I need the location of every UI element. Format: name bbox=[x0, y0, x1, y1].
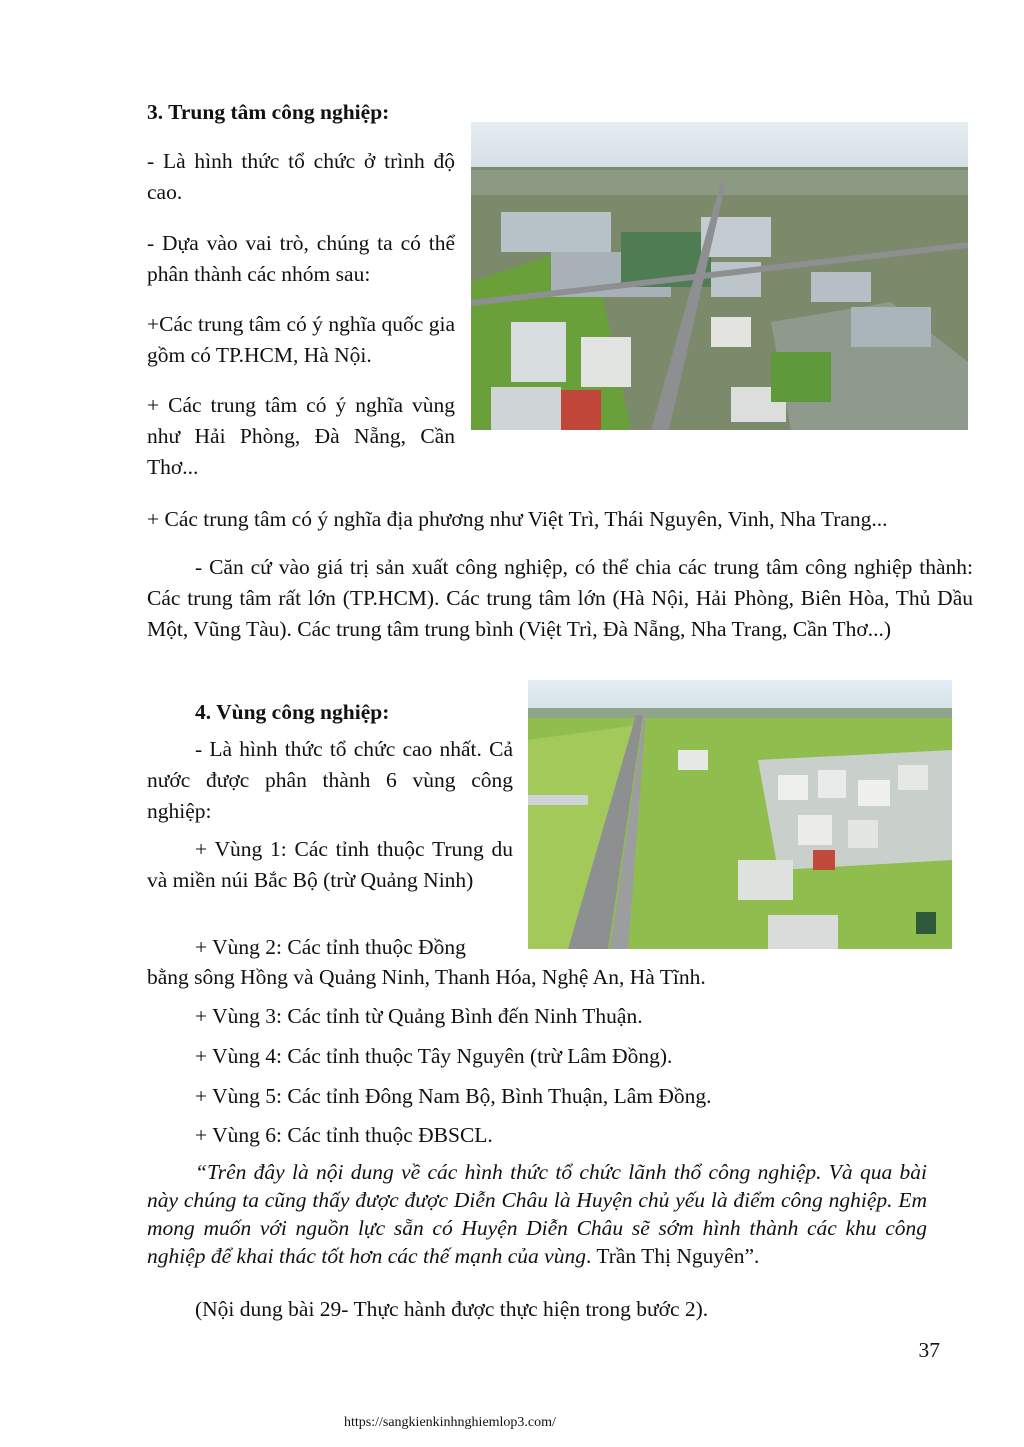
region-1-item: + Vùng 1: Các tỉnh thuộc Trung du và miền núi Bắc Bộ (trừ Quảng Ninh) bbox=[147, 837, 513, 892]
region-4-item: + Vùng 4: Các tỉnh thuộc Tây Nguyên (trừ Lâm Đồng). bbox=[195, 1044, 673, 1068]
section3-paragraph-3: +Các trung tâm có ý nghĩa quốc gia gồm có TP.HCM, Hà Nội. bbox=[147, 312, 455, 367]
section3-paragraph-2: - Dựa vào vai trò, chúng ta có thể phân thành các nhóm sau: bbox=[147, 231, 455, 286]
section3-heading: 3. Trung tâm công nghiệp: bbox=[147, 100, 390, 124]
lesson-note: (Nội dung bài 29- Thực hành được thực hiện trong bước 2). bbox=[195, 1297, 709, 1321]
region-5-item: + Vùng 5: Các tỉnh Đông Nam Bộ, Bình Thuận, Lâm Đồng. bbox=[195, 1084, 712, 1108]
section3-paragraph-4: + Các trung tâm có ý nghĩa vùng như Hải Phòng, Đà Nẵng, Cần Thơ... bbox=[147, 393, 455, 479]
region-6-item: + Vùng 6: Các tỉnh thuộc ĐBSCL. bbox=[195, 1123, 493, 1147]
section4-heading: 4. Vùng công nghiệp: bbox=[195, 700, 390, 724]
section3-paragraph-6: - Căn cứ vào giá trị sản xuất công nghiệp, có thể chia các trung tâm công nghiệp thành: Các trung tâm rất lớn (TP.HCM). Các trung tâm lớn (Hà Nội, Hải Phòng, Biên Hòa, Thủ Dầu Một, Vũng Tàu). Các trung tâm trung bình (Việt Trì, Đà Nẵng, Nha Trang, Cần Thơ...) bbox=[147, 555, 973, 641]
region-2-item-end: bằng sông Hồng và Quảng Ninh, Thanh Hóa, Nghệ An, Hà Tĩnh. bbox=[147, 965, 706, 989]
section4-paragraph-1: - Là hình thức tổ chức cao nhất. Cả nước được phân thành 6 vùng công nghiệp: bbox=[147, 737, 513, 823]
footer-url: https://sangkienkinhnghiemlop3.com/ bbox=[344, 1415, 556, 1430]
closing-quote bbox=[147, 1158, 927, 1270]
industrial-zone-aerial-photo bbox=[471, 122, 968, 430]
residential-road-aerial-photo bbox=[528, 680, 952, 949]
region-3-item: + Vùng 3: Các tỉnh từ Quảng Bình đến Ninh Thuận. bbox=[195, 1004, 643, 1028]
region-2-item-start: + Vùng 2: Các tỉnh thuộc Đồng bbox=[195, 935, 466, 959]
section3-paragraph-1: - Là hình thức tổ chức ở trình độ cao. bbox=[147, 149, 455, 204]
quote-signature: . Trần Thị Nguyên”. bbox=[585, 1244, 760, 1268]
quote-italic-text: “Trên đây là nội dung về các hình thức tổ chức lãnh thổ công nghiệp. Và qua bài này chúng ta cũng thấy được được Diễn Châu là Huyện chủ yếu là điểm công nghiệp. Em mong muốn với nguồn lực sẵn có Huyện Diễn Châu sẽ sớm hình thành các khu công nghiệp để khai thác tốt hơn các thế mạnh của vùng bbox=[147, 1160, 927, 1268]
section3-paragraph-5: + Các trung tâm có ý nghĩa địa phương như Việt Trì, Thái Nguyên, Vinh, Nha Trang... bbox=[147, 507, 888, 531]
page-number: 37 bbox=[918, 1338, 940, 1362]
